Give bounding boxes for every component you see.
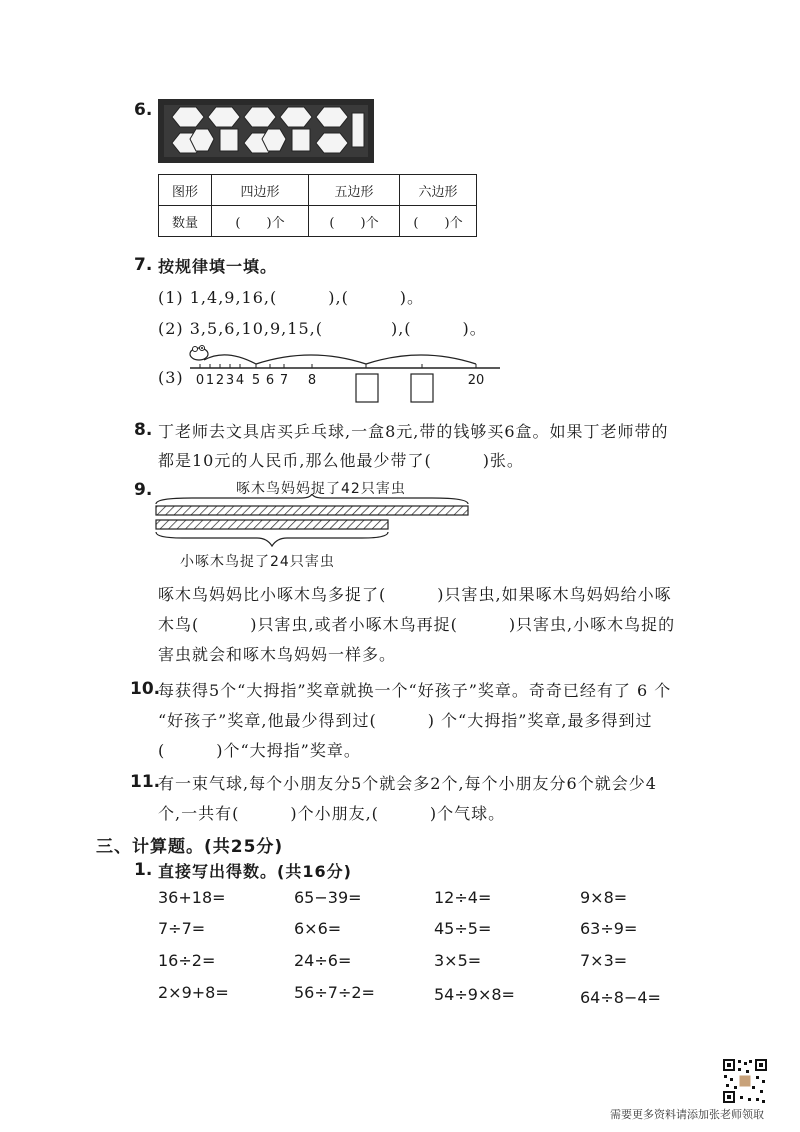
- tick-label: 1: [205, 373, 215, 388]
- qr-code-icon: [722, 1058, 768, 1104]
- q10-number: 10.: [130, 679, 161, 699]
- calc-item: 12÷4=: [434, 888, 492, 907]
- q9-line1: 啄木鸟妈妈比小啄木鸟多捉了( )只害虫,如果啄木鸟妈妈给小啄: [158, 585, 672, 604]
- calc-item: 54÷9×8=: [434, 985, 515, 1004]
- q7-number: 7.: [134, 255, 153, 275]
- hexagon-tiling-figure: [158, 99, 374, 163]
- tick-label: 5: [251, 373, 261, 388]
- calc-item: 7÷7=: [158, 919, 206, 938]
- q8-number: 8.: [134, 420, 153, 440]
- q8-line2: 都是10元的人民币,那么他最少带了( )张。: [158, 451, 524, 470]
- table-header: 图形: [159, 175, 212, 206]
- calc-item: 16÷2=: [158, 951, 216, 970]
- table-row-label: 数量: [159, 206, 212, 237]
- tick-label: 7: [279, 373, 289, 388]
- q11-line1: 有一束气球,每个小朋友分5个就会多2个,每个小朋友分6个就会少4: [158, 774, 657, 793]
- q11-line2: 个,一共有( )个小朋友,( )个气球。: [158, 804, 506, 823]
- answer-box: [356, 374, 378, 402]
- table-header: 六边形: [400, 175, 477, 206]
- tick-label: 0: [195, 373, 205, 388]
- q9-number: 9.: [134, 480, 153, 500]
- q9-line2: 木鸟( )只害虫,或者小啄木鸟再捉( )只害虫,小啄木鸟捉的: [158, 615, 676, 634]
- q10-line1: 每获得5个“大拇指”奖章就换一个“好孩子”奖章。奇奇已经有了 6 个: [158, 681, 672, 700]
- q11-number: 11.: [130, 772, 161, 792]
- calc-item: 3×5=: [434, 951, 482, 970]
- tick-label: 6: [265, 373, 275, 388]
- calc-item: 9×8=: [580, 888, 628, 907]
- q8-line1: 丁老师去文具店买乒乓球,一盒8元,带的钱够买6盒。如果丁老师带的: [158, 422, 669, 441]
- shape-count-table: [158, 174, 477, 237]
- table-header: 五边形: [309, 175, 400, 206]
- calc-item: 24÷6=: [294, 951, 352, 970]
- calc-item: 36+18=: [158, 888, 226, 907]
- q9-top-label: 啄木鸟妈妈捉了42只害虫: [236, 481, 406, 497]
- q7-title: 按规律填一填。: [158, 257, 278, 276]
- tick-label: 20: [467, 373, 485, 388]
- calc-item: 56÷7÷2=: [294, 983, 375, 1002]
- tick-label: 3: [225, 373, 235, 388]
- q7-part3-label: (3): [158, 368, 184, 387]
- answer-blank[interactable]: ( )个: [212, 206, 309, 237]
- calc-item: 6×6=: [294, 919, 342, 938]
- answer-blank[interactable]: ( )个: [309, 206, 400, 237]
- q6-number: 6.: [134, 100, 153, 120]
- section3-sub-number: 1.: [134, 860, 153, 880]
- tick-label: 2: [215, 373, 225, 388]
- tick-label: 4: [235, 373, 245, 388]
- comparison-bar-diagram: [152, 494, 472, 550]
- answer-box: [411, 374, 433, 402]
- calc-item: 2×9+8=: [158, 983, 229, 1002]
- q9-line3: 害虫就会和啄木鸟妈妈一样多。: [158, 645, 397, 664]
- footer-note: 需要更多资料请添加张老师领取: [610, 1108, 764, 1121]
- answer-blank[interactable]: ( )个: [400, 206, 477, 237]
- section3-sub-title: 直接写出得数。(共16分): [158, 862, 352, 881]
- number-line: [186, 340, 506, 406]
- frog-icon: [190, 346, 208, 361]
- calc-item: 45÷5=: [434, 919, 492, 938]
- table-header: 四边形: [212, 175, 309, 206]
- q10-line2: “好孩子”奖章,他最少得到过( ) 个“大拇指”奖章,最多得到过: [158, 711, 653, 730]
- calc-item: 7×3=: [580, 951, 628, 970]
- q9-bottom-label: 小啄木鸟捉了24只害虫: [180, 554, 335, 570]
- tick-label: 8: [307, 373, 317, 388]
- calc-item: 64÷8−4=: [580, 988, 661, 1007]
- calc-item: 65−39=: [294, 888, 362, 907]
- calc-item: 63÷9=: [580, 919, 638, 938]
- q7-part1: (1) 1,4,9,16,( ),( )。: [158, 288, 425, 307]
- section-title: 三、计算题。(共25分): [96, 837, 284, 857]
- q7-part2: (2) 3,5,6,10,9,15,( ),( )。: [158, 319, 487, 338]
- q10-line3: ( )个“大拇指”奖章。: [158, 741, 361, 760]
